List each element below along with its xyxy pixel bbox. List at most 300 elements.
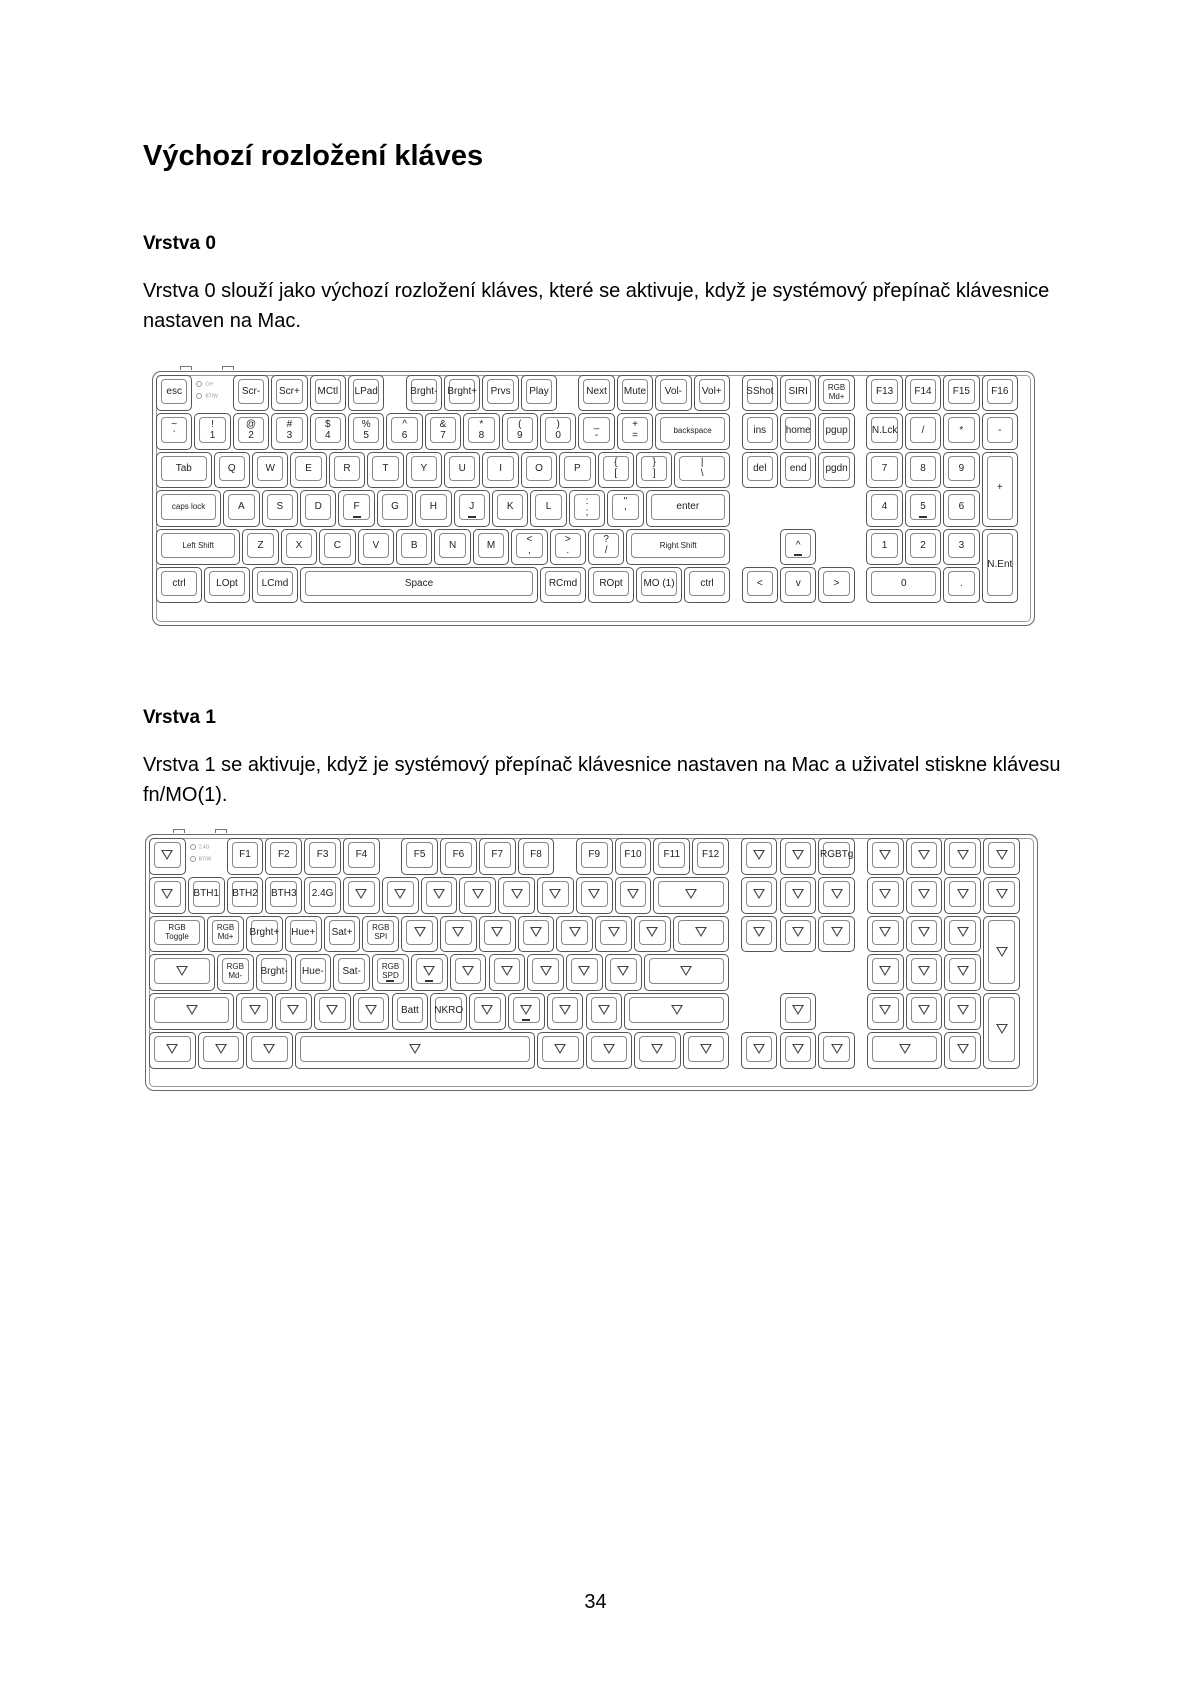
transparent-triangle-icon (161, 850, 173, 860)
keycap-legend: Vol- (660, 379, 686, 404)
keycap-legend: ctrl (161, 571, 197, 596)
transparent-key (246, 1032, 293, 1069)
keycap-legend (571, 958, 598, 984)
keycap-legend: ) 0 (545, 417, 571, 442)
keycap-legend: F13 (871, 379, 897, 404)
key-d (300, 490, 336, 526)
key-symbol (588, 529, 624, 565)
keycap-legend: M (478, 533, 504, 558)
key-ctrl (684, 567, 730, 603)
key-brght (246, 916, 283, 953)
transparent-key (983, 993, 1020, 1069)
keycap-legend (154, 842, 181, 868)
transparent-key (780, 916, 817, 953)
keycap-legend: esc (161, 379, 187, 404)
transparent-key (944, 954, 981, 991)
keycap-legend (911, 842, 938, 868)
keycap-legend: G (382, 494, 408, 519)
transparent-triangle-icon (792, 927, 804, 937)
keycap-legend: ins (747, 417, 773, 442)
key-pgup (818, 413, 854, 449)
keycap-legend: F16 (987, 379, 1013, 404)
keycap-legend: BTH3 (270, 881, 297, 907)
keycap-legend (241, 997, 268, 1023)
keycap-legend (949, 842, 976, 868)
transparent-key (421, 877, 458, 914)
transparent-key (780, 838, 817, 875)
keycap-legend: F9 (581, 842, 608, 868)
transparent-key (566, 954, 603, 991)
transparent-key (867, 1032, 943, 1069)
keycap-legend: Scr+ (276, 379, 302, 404)
keycap-legend: H (420, 494, 446, 519)
keycap-legend: A (228, 494, 254, 519)
keycap-legend: BTH1 (193, 881, 220, 907)
keycap-legend (911, 881, 938, 907)
keycap-legend: # 3 (276, 417, 302, 442)
key-symbol (674, 452, 730, 488)
keycap-legend (629, 997, 724, 1023)
transparent-key (867, 993, 904, 1030)
keycap-legend (494, 958, 521, 984)
key-w (252, 452, 288, 488)
keycap-legend: " ' (612, 494, 638, 519)
transparent-triangle-icon (671, 1005, 683, 1015)
key-symbol (617, 413, 653, 449)
key-n (434, 529, 470, 565)
keycap-legend: Brght- (261, 958, 288, 984)
keycap-legend: < (747, 571, 773, 596)
keycap-legend: $ 4 (315, 417, 341, 442)
transparent-triangle-icon (166, 1044, 178, 1054)
keycap-legend (639, 1036, 676, 1062)
keycap-legend: F12 (697, 842, 724, 868)
key-2 (905, 529, 941, 565)
key-t (367, 452, 403, 488)
keycap-legend: W (257, 456, 283, 481)
keycap-legend: F1 (232, 842, 259, 868)
keycap-legend: Next (583, 379, 609, 404)
keycap-legend: 5 (910, 494, 936, 519)
keycap-legend (358, 997, 385, 1023)
keycap-legend (280, 997, 307, 1023)
transparent-triangle-icon (540, 966, 552, 976)
key-symbol (742, 567, 778, 603)
transparent-triangle-icon (831, 1044, 843, 1054)
key-rgb-md (217, 954, 254, 991)
keycap-legend: F6 (445, 842, 472, 868)
keycap-legend (785, 997, 812, 1023)
keycap-legend: RGB Md+ (212, 920, 239, 946)
keycap-legend (988, 842, 1015, 868)
keycap-legend: ! 1 (199, 417, 225, 442)
key-y (406, 452, 442, 488)
key-bth2 (227, 877, 264, 914)
led-label: Cer (205, 381, 214, 388)
transparent-triangle-icon (161, 889, 173, 899)
keycap-legend: F (343, 494, 369, 519)
transparent-key (983, 838, 1020, 875)
led-dot-icon (190, 856, 196, 862)
transparent-key (440, 916, 477, 953)
transparent-triangle-icon (879, 927, 891, 937)
transparent-triangle-icon (996, 889, 1008, 899)
key-q (214, 452, 250, 488)
transparent-key (149, 838, 186, 875)
key-i (482, 452, 518, 488)
transparent-key (382, 877, 419, 914)
keyboard-switch-tab (173, 829, 185, 833)
led-label: BT/W (198, 856, 212, 863)
keycap-legend: 7 (871, 456, 897, 481)
transparent-triangle-icon (792, 850, 804, 860)
key-backspace (655, 413, 730, 449)
transparent-triangle-icon (481, 1005, 493, 1015)
transparent-triangle-icon (918, 889, 930, 899)
transparent-triangle-icon (831, 927, 843, 937)
keycap-legend: X (286, 533, 312, 558)
transparent-triangle-icon (918, 850, 930, 860)
keycap-legend: * 8 (468, 417, 494, 442)
led-dot-icon (196, 393, 202, 399)
key-4 (310, 413, 346, 449)
transparent-triangle-icon (996, 850, 1008, 860)
transparent-triangle-icon (792, 1005, 804, 1015)
keycap-legend: Tab (161, 456, 207, 481)
key-f15 (943, 375, 979, 411)
key-symbol (156, 413, 192, 449)
transparent-triangle-icon (287, 1005, 299, 1015)
transparent-triangle-icon (753, 850, 765, 860)
key-5 (905, 490, 941, 526)
keycap-legend: Scr- (238, 379, 264, 404)
keycap-legend (387, 881, 414, 907)
transparent-triangle-icon (452, 927, 464, 937)
transparent-key (508, 993, 545, 1030)
transparent-key (780, 993, 817, 1030)
key-symbol (905, 413, 941, 449)
transparent-triangle-icon (559, 1005, 571, 1015)
key-symbol (569, 490, 605, 526)
transparent-triangle-icon (433, 889, 445, 899)
keycap-legend: F7 (484, 842, 511, 868)
transparent-key (198, 1032, 245, 1069)
keycap-legend (949, 997, 976, 1023)
transparent-triangle-icon (700, 1044, 712, 1054)
layer0-heading: Vrstva 0 (143, 233, 216, 254)
homing-bump-icon (386, 980, 394, 982)
keycap-legend (503, 881, 530, 907)
transparent-key (634, 1032, 681, 1069)
key-siri (780, 375, 816, 411)
keycap-legend: ? / (593, 533, 619, 558)
keycap-legend (911, 958, 938, 984)
keycap-legend: 6 (948, 494, 974, 519)
transparent-key (498, 877, 535, 914)
key-pgdn (818, 452, 854, 488)
key-f5 (401, 838, 438, 875)
keycap-legend: ~ ` (161, 417, 187, 442)
keycap-legend: F10 (620, 842, 647, 868)
transparent-triangle-icon (646, 927, 658, 937)
key-hue (295, 954, 332, 991)
keycap-legend: } ] (641, 456, 667, 481)
key-symbol (598, 452, 634, 488)
key-prvs (482, 375, 518, 411)
transparent-key (556, 916, 593, 953)
transparent-triangle-icon (792, 1044, 804, 1054)
keycap-legend: V (363, 533, 389, 558)
transparent-key (944, 916, 981, 953)
transparent-key (469, 993, 506, 1030)
keycap-legend (610, 958, 637, 984)
keycap-legend: Space (305, 571, 533, 596)
key-3 (271, 413, 307, 449)
key-sat (333, 954, 370, 991)
transparent-key (295, 1032, 536, 1069)
key-symbol (982, 452, 1018, 527)
keycap-legend: v (785, 571, 811, 596)
keycap-legend: Hue+ (290, 920, 317, 946)
key-next (578, 375, 614, 411)
key-symbol (578, 413, 614, 449)
transparent-triangle-icon (263, 1044, 275, 1054)
keycap-legend: / (910, 417, 936, 442)
key-mo-1 (636, 567, 682, 603)
homing-bump-icon (794, 554, 802, 556)
keycap-legend (823, 1036, 850, 1062)
key-f16 (982, 375, 1018, 411)
key-f6 (440, 838, 477, 875)
key-v (358, 529, 394, 565)
key-symbol (943, 567, 979, 603)
key-space (300, 567, 538, 603)
transparent-key (867, 916, 904, 953)
keycap-legend: Brght+ (251, 920, 278, 946)
key-n-lck (866, 413, 902, 449)
transparent-triangle-icon (957, 889, 969, 899)
key-f10 (615, 838, 652, 875)
key-1 (194, 413, 230, 449)
transparent-key (906, 877, 943, 914)
key-home (780, 413, 816, 449)
transparent-triangle-icon (899, 1044, 911, 1054)
keycap-legend (426, 881, 453, 907)
transparent-triangle-icon (957, 1005, 969, 1015)
transparent-triangle-icon (879, 889, 891, 899)
keycap-legend (872, 920, 899, 946)
key-rgb-toggle (149, 916, 205, 953)
status-led (190, 856, 212, 862)
keycap-legend: RCmd (545, 571, 581, 596)
keycap-legend: Left Shift (161, 533, 235, 558)
keycap-legend (658, 881, 724, 907)
transparent-key (459, 877, 496, 914)
key-left-shift (156, 529, 240, 565)
transparent-triangle-icon (753, 889, 765, 899)
transparent-triangle-icon (792, 889, 804, 899)
keycap-legend (464, 881, 491, 907)
transparent-triangle-icon (554, 1044, 566, 1054)
transparent-key (518, 916, 555, 953)
keycap-legend: ctrl (689, 571, 725, 596)
keycap-legend (872, 997, 899, 1023)
keycap-legend: B (401, 533, 427, 558)
key-v (780, 567, 816, 603)
keycap-legend: end (785, 456, 811, 481)
transparent-triangle-icon (651, 1044, 663, 1054)
keycap-legend (785, 842, 812, 868)
keycap-legend: Sat+ (329, 920, 356, 946)
transparent-triangle-icon (186, 1005, 198, 1015)
transparent-triangle-icon (355, 889, 367, 899)
transparent-key (343, 877, 380, 914)
key-hue (285, 916, 322, 953)
transparent-key (818, 916, 855, 953)
keyboard-layer1-diagram (145, 834, 1039, 1092)
transparent-triangle-icon (879, 966, 891, 976)
keycap-legend: F3 (309, 842, 336, 868)
transparent-key (741, 1032, 778, 1069)
keycap-legend: pgup (823, 417, 849, 442)
keycap-legend: E (295, 456, 321, 481)
keycap-legend: @ 2 (238, 417, 264, 442)
key-mctl (310, 375, 346, 411)
keycap-legend (785, 920, 812, 946)
key-ropt (588, 567, 634, 603)
keycap-legend: + (987, 456, 1013, 520)
keycap-legend: _ - (583, 417, 609, 442)
key-n-ent (982, 529, 1018, 604)
keycap-legend: MO (1) (641, 571, 677, 596)
keycap-legend: ( 9 (507, 417, 533, 442)
key-symbol (511, 529, 547, 565)
key-symbol (550, 529, 586, 565)
status-led (196, 393, 218, 399)
keycap-legend (348, 881, 375, 907)
key-z (242, 529, 278, 565)
keycap-legend (445, 920, 472, 946)
transparent-triangle-icon (685, 889, 697, 899)
key-2-4g (304, 877, 341, 914)
transparent-key (537, 1032, 584, 1069)
transparent-triangle-icon (365, 1005, 377, 1015)
keycap-legend: : ; (574, 494, 600, 519)
keycap-legend: BTH2 (232, 881, 259, 907)
keycap-legend: F8 (523, 842, 550, 868)
keycap-legend: S (267, 494, 293, 519)
transparent-triangle-icon (695, 927, 707, 937)
homing-bump-icon (468, 516, 476, 518)
keycap-legend: Play (526, 379, 552, 404)
key-l (530, 490, 566, 526)
transparent-triangle-icon (520, 1005, 532, 1015)
keycap-legend (746, 842, 773, 868)
key-caps-lock (156, 490, 221, 526)
transparent-key (576, 877, 613, 914)
key-rgb-md (207, 916, 244, 953)
key-rgb-spd (372, 954, 409, 991)
transparent-key (644, 954, 729, 991)
key-nkro (430, 993, 467, 1030)
keycap-legend (988, 997, 1015, 1062)
keycap-legend (591, 1036, 628, 1062)
transparent-triangle-icon (753, 927, 765, 937)
keycap-legend (911, 997, 938, 1023)
key-rgbtg (818, 838, 855, 875)
keycap-legend: D (305, 494, 331, 519)
key-k (492, 490, 528, 526)
transparent-triangle-icon (617, 966, 629, 976)
key-lpad (348, 375, 384, 411)
keycap-legend (154, 997, 229, 1023)
key-0 (866, 567, 941, 603)
transparent-key (906, 954, 943, 991)
key-batt (392, 993, 429, 1030)
transparent-triangle-icon (394, 889, 406, 899)
keycap-legend (523, 920, 550, 946)
key-x (281, 529, 317, 565)
key-sat (324, 916, 361, 953)
key-0 (540, 413, 576, 449)
key-vol (655, 375, 691, 411)
keycap-legend (785, 1036, 812, 1062)
keycap-legend: F2 (270, 842, 297, 868)
keycap-legend: Mute (622, 379, 648, 404)
key-9 (502, 413, 538, 449)
keycap-legend (949, 1036, 976, 1062)
key-rgb-spi (362, 916, 399, 953)
keycap-legend: I (487, 456, 513, 481)
keycap-legend (203, 1036, 240, 1062)
keycap-legend: Z (247, 533, 273, 558)
key-play (521, 375, 557, 411)
keycap-legend: P (564, 456, 590, 481)
keycap-legend (620, 881, 647, 907)
key-scr (271, 375, 307, 411)
keycap-legend: L (535, 494, 561, 519)
transparent-key (149, 1032, 196, 1069)
transparent-key (595, 916, 632, 953)
keycap-legend (872, 842, 899, 868)
transparent-triangle-icon (491, 927, 503, 937)
keycap-legend: { [ (603, 456, 629, 481)
key-sshot (742, 375, 778, 411)
key-2 (233, 413, 269, 449)
keycap-legend: caps lock (161, 494, 216, 519)
key-tab (156, 452, 212, 488)
keycap-legend: - (987, 417, 1013, 442)
keycap-legend: Q (219, 456, 245, 481)
layer1-heading: Vrstva 1 (143, 707, 216, 728)
key-f12 (692, 838, 729, 875)
keycap-legend: N.Lck (871, 417, 897, 442)
keycap-legend: Sat- (338, 958, 365, 984)
keycap-legend (319, 997, 346, 1023)
keycap-legend: LOpt (209, 571, 245, 596)
keycap-legend: pgdn (823, 456, 849, 481)
keycap-legend: ^ (785, 533, 811, 558)
key-bth3 (265, 877, 302, 914)
transparent-key (983, 877, 1020, 914)
keycap-legend (455, 958, 482, 984)
transparent-triangle-icon (879, 850, 891, 860)
homing-bump-icon (353, 516, 361, 518)
transparent-key (944, 838, 981, 875)
key-symbol (818, 567, 854, 603)
keycap-legend: N (439, 533, 465, 558)
keycap-legend: Prvs (487, 379, 513, 404)
